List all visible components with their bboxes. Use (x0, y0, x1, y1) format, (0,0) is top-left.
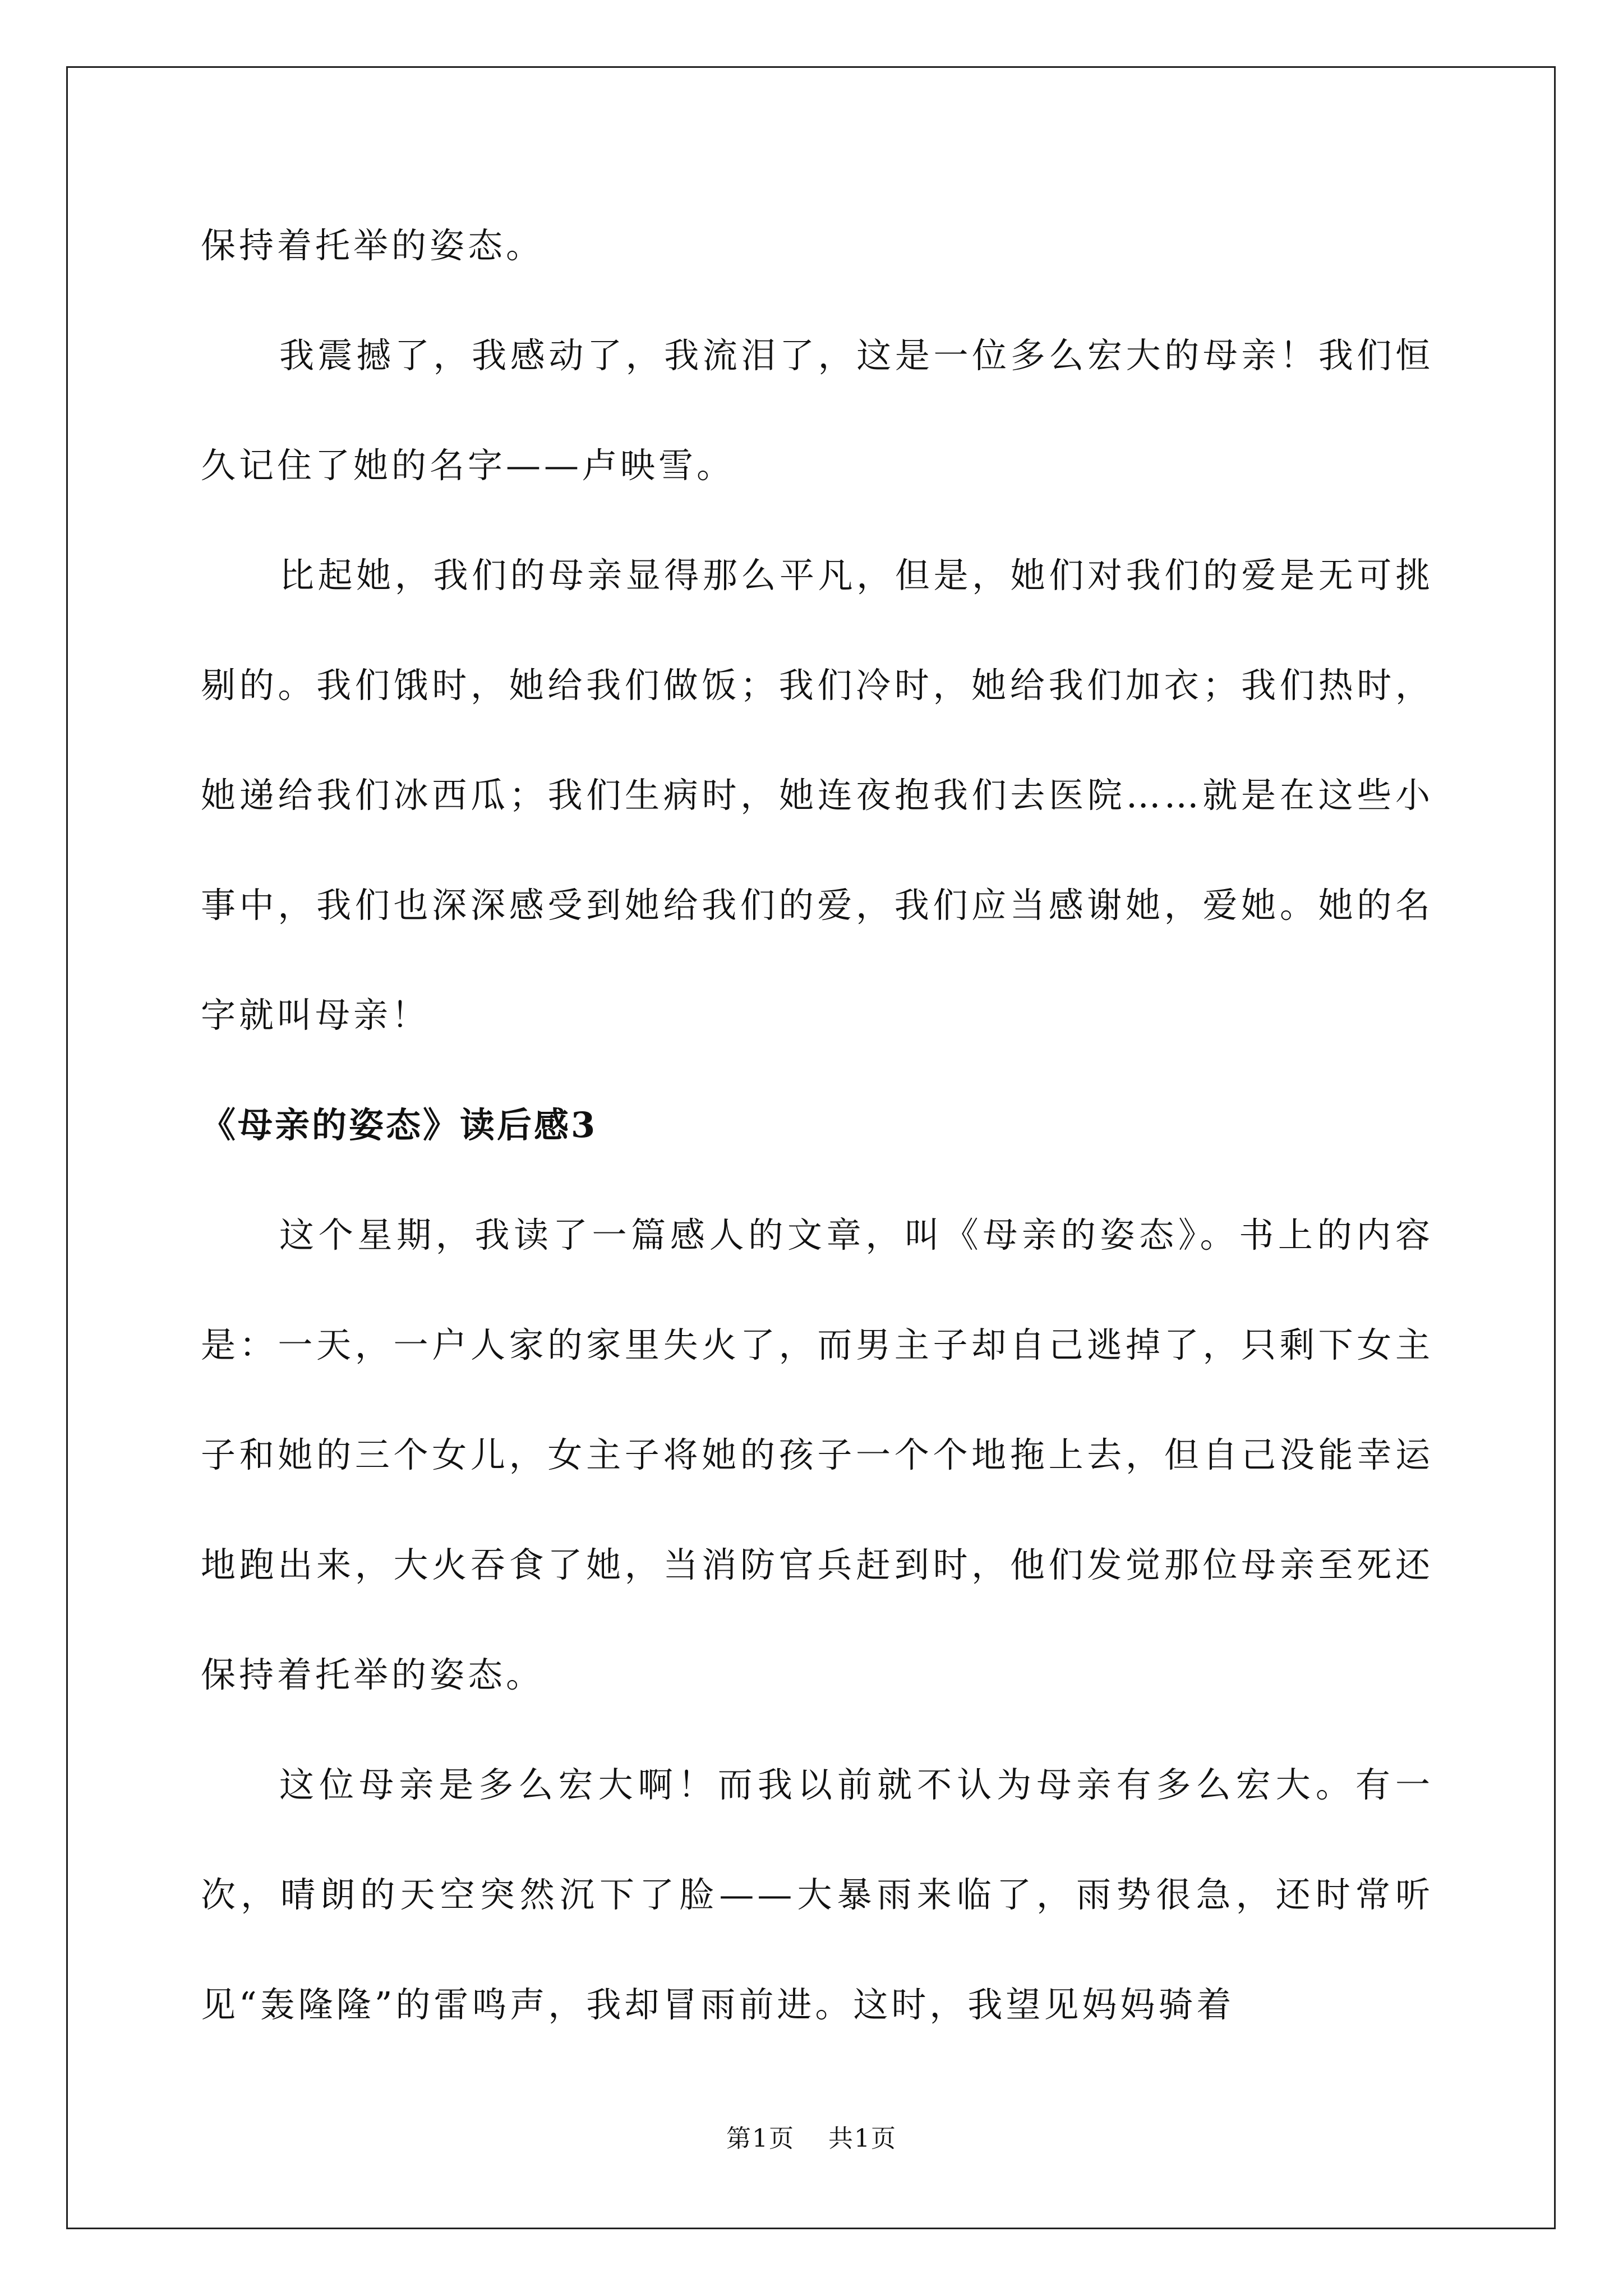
paragraph-3: 比起她，我们的母亲显得那么平凡，但是，她们对我们的爱是无可挑剔的。我们饿时，她给我们做饭；我们冷时，她给我们加衣；我们热时，她递给我们冰西瓜；我们生病时，她连夜抱我们去医院……就是在这些小事中，我们也深深感受到她给我们的爱，我们应当感谢她，爱她。她的名字就叫母亲！ (201, 555, 1433, 1036)
paragraph-4: 这个星期，我读了一篇感人的文章，叫《母亲的姿态》。书上的内容是：一天，一户人家的家里失火了，而男主子却自己逃掉了，只剩下女主子和她的三个女儿，女主子将她的孩子一个个地拖上去，但自己没能幸运地跑出来，大火吞食了她，当消防官兵赶到时，他们发觉那位母亲至死还保持着托举的姿态。 (201, 1214, 1433, 1695)
page-total: 共1页 (828, 2124, 897, 2153)
page-footer (0, 2118, 1623, 2154)
page-number: 第1页 (726, 2124, 795, 2153)
paragraph-2: 我震撼了，我感动了，我流泪了，这是一位多么宏大的母亲！我们恒久记住了她的名字——卢映雪。 (201, 335, 1433, 486)
section-heading: 《母亲的姿态》读后感3 (201, 1105, 598, 1145)
paragraph-5: 这位母亲是多么宏大啊！而我以前就不认为母亲有多么宏大。有一次，晴朗的天空突然沉下了脸——大暴雨来临了，雨势很急，还时常听见“轰隆隆”的雷鸣声，我却冒雨前进。这时，我望见妈妈骑着 (201, 1764, 1433, 2025)
paragraph-1: 保持着托举的姿态。 (201, 225, 545, 266)
document-body (201, 191, 1433, 2060)
